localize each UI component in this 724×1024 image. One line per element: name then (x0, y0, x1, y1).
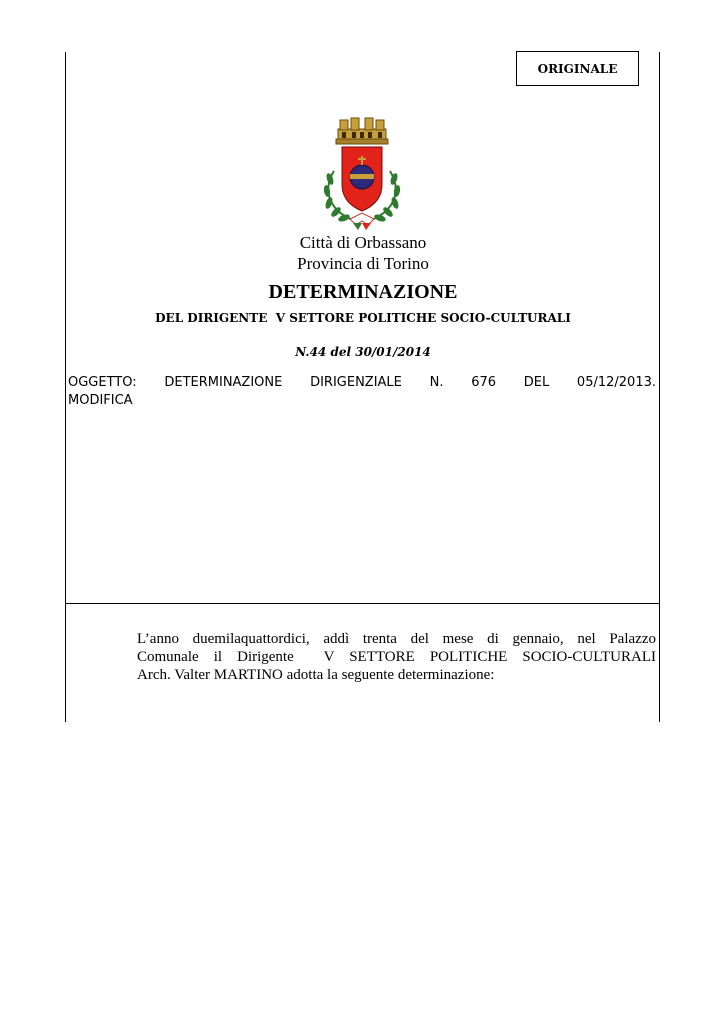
province-name: Provincia di Torino (297, 254, 429, 273)
object-line-2: MODIFICA (68, 393, 133, 408)
shield-icon (342, 147, 382, 211)
object-line-1: OGGETTO: DETERMINAZIONE DIRIGENZIALE N. 676 DEL 05/12/2013. (68, 375, 656, 390)
document-subtitle: DEL DIRIGENTE V SETTORE POLITICHE SOCIO-CULTURALI (155, 311, 571, 325)
crown-icon (336, 118, 388, 144)
body-line-1: L’anno duemilaquattordici, addì trenta del mese di gennaio, nel Palazzo (137, 631, 656, 647)
city-name: Città di Orbassano (299, 233, 427, 252)
frame-left-border (65, 52, 66, 722)
coat-of-arms-icon (320, 115, 404, 233)
body-line-2: Comunale il Dirigente V SETTORE POLITICHE SOCIO-CULTURALI (137, 649, 656, 665)
body-line-3: Arch. Valter MARTINO adotta la seguente determinazione: (137, 667, 495, 683)
original-badge: ORIGINALE (516, 51, 639, 86)
ribbon-icon (350, 213, 374, 230)
section-divider (65, 603, 660, 604)
document-number: N.44 del 30/01/2014 (295, 345, 431, 359)
document-title: DETERMINAZIONE (268, 281, 458, 303)
body-paragraph (137, 630, 656, 684)
frame-right-border (659, 52, 660, 722)
